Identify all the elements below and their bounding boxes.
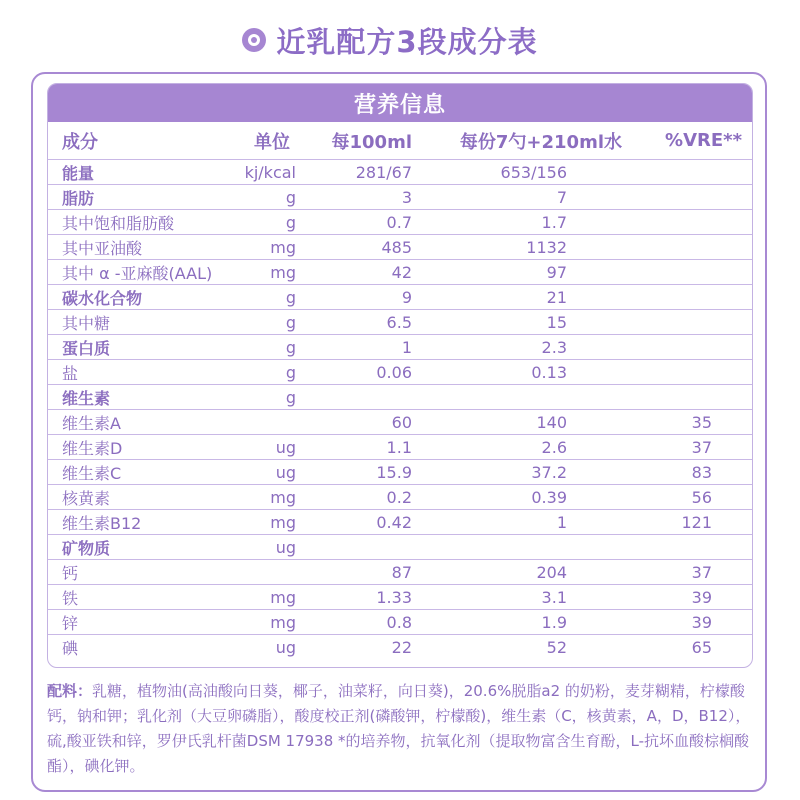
row-per-serving: 2.6 (541, 437, 567, 457)
row-vre: 56 (691, 487, 712, 507)
row-name: 核黄素 (62, 488, 111, 508)
row-per-100ml: 6.5 (386, 312, 412, 332)
row-unit: kj/kcal (244, 162, 296, 182)
row-per-serving: 15 (546, 312, 567, 332)
row-unit: g (285, 187, 296, 207)
row-per-serving: 21 (546, 287, 567, 307)
row-per-serving: 2.3 (541, 337, 567, 357)
row-name: 其中 α -亚麻酸(AAL) (62, 263, 213, 283)
row-per-100ml: 87 (391, 562, 412, 582)
row-vre: 65 (691, 638, 712, 657)
row-per-serving: 52 (546, 638, 567, 657)
page-title-bar (0, 14, 800, 66)
row-per-serving: 7 (556, 187, 567, 207)
table-row (48, 310, 752, 335)
row-per-100ml: 0.42 (376, 512, 412, 532)
row-name: 维生素A (62, 413, 121, 433)
row-per-100ml: 485 (381, 237, 412, 257)
row-unit: g (285, 387, 296, 407)
table-row (48, 435, 752, 460)
row-per-100ml: 0.2 (386, 487, 412, 507)
table-row (48, 235, 752, 260)
row-per-serving: 1.9 (541, 612, 567, 632)
row-name: 矿物质 (62, 538, 111, 558)
table-row (48, 560, 752, 585)
row-unit: mg (270, 262, 296, 282)
nutrition-table (47, 83, 753, 668)
column-header-ingredient: 成分 (62, 131, 98, 153)
row-unit: g (285, 362, 296, 382)
row-name: 锌 (62, 613, 79, 633)
row-name: 碳水化合物 (62, 288, 143, 308)
table-row (48, 460, 752, 485)
row-unit: ug (275, 462, 296, 482)
row-name: 钙 (62, 563, 79, 583)
row-per-serving: 204 (536, 562, 567, 582)
row-unit: mg (270, 612, 296, 632)
row-name: 铁 (62, 588, 79, 608)
table-row (48, 185, 752, 210)
row-unit: mg (270, 487, 296, 507)
table-row (48, 585, 752, 610)
row-per-100ml: 60 (391, 412, 412, 432)
table-row (48, 635, 752, 660)
table-row (48, 260, 752, 285)
table-row (48, 335, 752, 360)
row-unit: mg (270, 587, 296, 607)
row-vre: 39 (691, 612, 712, 632)
row-name: 盐 (62, 363, 79, 383)
row-per-100ml: 1 (401, 337, 412, 357)
table-body (48, 160, 752, 660)
table-column-headers (48, 122, 752, 160)
ingredients-paragraph (47, 679, 757, 779)
page-title: 近乳配方3段成分表 (276, 24, 538, 59)
row-name: 维生素B12 (62, 513, 142, 533)
row-per-100ml: 281/67 (355, 162, 412, 182)
row-name: 碘 (62, 639, 79, 658)
row-per-serving: 653/156 (500, 162, 567, 182)
row-unit: g (285, 337, 296, 357)
row-per-serving: 1.7 (541, 212, 567, 232)
row-unit: ug (275, 638, 296, 657)
row-per-serving: 140 (536, 412, 567, 432)
row-vre: 121 (681, 512, 712, 532)
row-per-100ml: 0.7 (386, 212, 412, 232)
row-unit: g (285, 287, 296, 307)
row-name: 蛋白质 (62, 338, 111, 358)
row-per-serving: 0.13 (531, 362, 567, 382)
column-header-vre: %VRE** (665, 130, 742, 151)
table-row (48, 410, 752, 435)
table-row (48, 285, 752, 310)
row-unit: mg (270, 237, 296, 257)
row-per-serving: 3.1 (541, 587, 567, 607)
table-row (48, 485, 752, 510)
row-per-serving: 97 (546, 262, 567, 282)
row-unit: g (285, 212, 296, 232)
row-per-serving: 1 (556, 512, 567, 532)
row-name: 维生素 (62, 388, 111, 408)
row-name: 维生素D (62, 438, 123, 458)
column-header-unit: 单位 (254, 131, 290, 153)
row-per-100ml: 3 (401, 187, 412, 207)
ingredients-text: 乳糖，植物油(高油酸向日葵，椰子，油菜籽，向日葵)，20.6%脱脂a2 的奶粉，麦芽糊精，柠檬酸钙，钠和钾；乳化剂（大豆卵磷脂），酸度校正剂(磷酸钾，柠檬酸)，维生素（C，核黄素，A，D，B12），硫,酸亚铁和锌，罗伊氏乳杆菌DSM 17938 *的培养物，抗氧化剂（提取物富含生育酚，L-抗坏血酸棕榈酸酯），碘化钾。 (47, 682, 751, 775)
row-vre: 37 (691, 562, 712, 582)
row-per-100ml: 0.8 (386, 612, 412, 632)
column-header-per-serving: 每份7勺+210ml水 (459, 131, 622, 153)
row-name: 维生素C (62, 463, 122, 483)
row-vre: 39 (691, 587, 712, 607)
row-name: 脂肪 (62, 188, 95, 208)
table-row (48, 610, 752, 635)
table-heading: 营养信息 (48, 84, 752, 122)
table-row (48, 210, 752, 235)
table-row (48, 360, 752, 385)
circle-bullet-icon (242, 28, 266, 52)
table-row (48, 535, 752, 560)
row-per-serving: 0.39 (531, 487, 567, 507)
row-per-100ml: 22 (391, 638, 412, 657)
row-per-100ml: 1.1 (386, 437, 412, 457)
row-per-serving: 1132 (526, 237, 567, 257)
row-unit: ug (275, 537, 296, 557)
row-name: 其中饱和脂肪酸 (62, 213, 175, 233)
row-name: 其中亚油酸 (62, 238, 143, 258)
row-per-serving: 37.2 (531, 462, 567, 482)
table-row (48, 385, 752, 410)
row-per-100ml: 15.9 (376, 462, 412, 482)
row-unit: ug (275, 437, 296, 457)
ingredients-label: 配料： (47, 682, 93, 700)
row-per-100ml: 0.06 (376, 362, 412, 382)
column-header-per-100ml: 每100ml (331, 131, 412, 153)
row-unit: mg (270, 512, 296, 532)
row-per-100ml: 42 (391, 262, 412, 282)
row-name: 其中糖 (62, 313, 111, 333)
row-vre: 35 (691, 412, 712, 432)
row-vre: 37 (691, 437, 712, 457)
table-row (48, 160, 752, 185)
row-vre: 83 (691, 462, 712, 482)
row-per-100ml: 1.33 (376, 587, 412, 607)
row-per-100ml: 9 (401, 287, 412, 307)
table-row (48, 510, 752, 535)
row-name: 能量 (62, 163, 95, 183)
row-unit: g (285, 312, 296, 332)
